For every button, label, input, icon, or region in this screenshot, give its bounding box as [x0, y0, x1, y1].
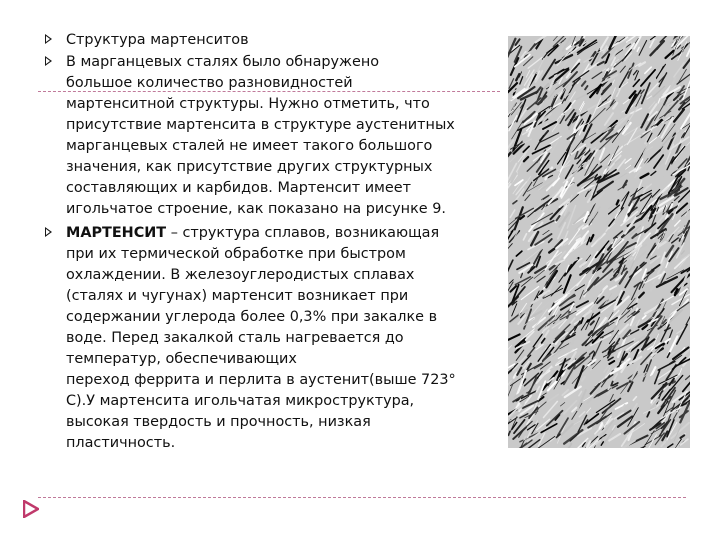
definition-text: – структура сплавов, возникающая при их термической обработке при быстром охлаждении. В железоуглеродистых сплавах (сталях и чугунах) мартенсит возникает при содержании углерода более 0,3% при закалке в воде. Перед закалкой сталь нагревается до температур, обеспечивающих переход феррита и перлита в аустенит(выше 723° С).У мартенсита игольчатая микроструктура, высокая твердость и прочность, низкая пластичность.: [66, 225, 456, 451]
bullet-text: Структура мартенситов: [66, 32, 249, 48]
triangle-bullet-icon: [45, 34, 52, 44]
bottom-divider: [38, 497, 686, 498]
triangle-bullet-icon: [45, 56, 52, 66]
triangle-bullet-icon: [45, 227, 52, 237]
bullet-item-manganese: [44, 52, 496, 220]
bullet-text: В марганцевых сталях было обнаружено большое количество разновидностей мартенситной структуры. Нужно отметить, что присутствие мартенсита в структуре аустенитных марганцевых сталей не имеет такого большого значения, как присутствие других структурных составляющих и карбидов. Мартенсит имеет игольчатое строение, как показано на рисунке 9.: [66, 54, 455, 217]
nav-triangle-icon: [23, 500, 39, 518]
term-martensite: МАРТЕНСИТ: [66, 225, 167, 241]
bullet-text-definition: [66, 223, 496, 454]
martensite-micrograph-image: [508, 36, 690, 448]
bullet-item-title: [44, 30, 496, 51]
bullet-list: [44, 30, 496, 454]
bullet-item-martensite: [44, 223, 496, 454]
